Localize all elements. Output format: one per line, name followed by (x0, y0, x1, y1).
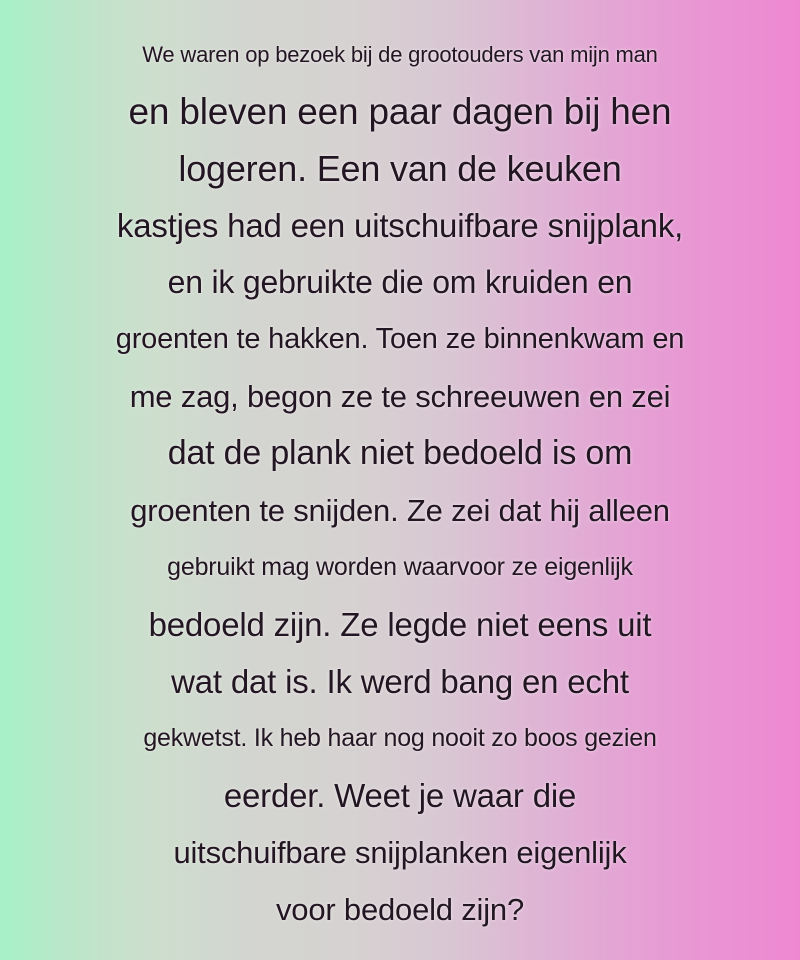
text-line-8: dat de plank niet bedoeld is om (167, 434, 633, 472)
text-line-1: We waren op bezoek bij de grootouders van mijn man (142, 41, 658, 67)
text-line-14: eerder. Weet je waar die (223, 776, 577, 814)
text-line-7: me zag, begon ze te schreeuwen en zei (129, 378, 671, 414)
text-line-10: gebruikt mag worden waarvoor ze eigenlijk (167, 553, 633, 581)
text-line-13: gekwetst. Ik heb haar nog nooit zo boos gezien (143, 724, 657, 752)
text-line-15: uitschuifbare snijplanken eigenlijk (173, 834, 627, 870)
text-line-5: en ik gebruikte die om kruiden en (167, 264, 633, 300)
text-line-3: logeren. Een van de keuken (178, 147, 622, 189)
text-line-4: kastjes had een uitschuifbare snijplank, (116, 206, 684, 244)
text-line-6: groenten te hakken. Toen ze binnenkwam en (115, 323, 685, 355)
text-line-2: en bleven een paar dagen bij hen (128, 90, 672, 132)
text-line-9: groenten te snijden. Ze zei dat hij alleen (130, 492, 670, 528)
text-line-11: bedoeld zijn. Ze legde niet eens uit (148, 605, 652, 643)
text-line-12: wat dat is. Ik werd bang en echt (171, 662, 629, 700)
text-line-16: voor bedoeld zijn? (275, 891, 525, 927)
